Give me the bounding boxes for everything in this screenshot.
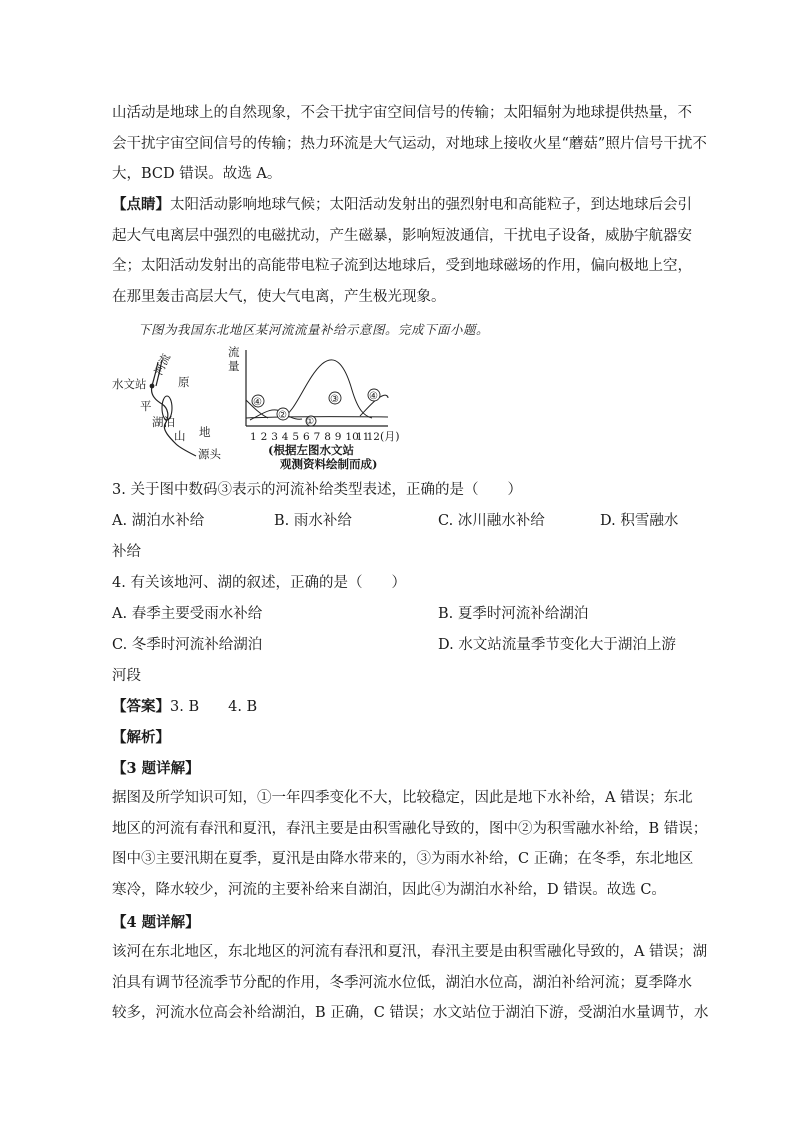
label-plain-2: 原 — [178, 375, 190, 389]
q3-detail-tag: 【3 题详解】 — [112, 760, 200, 777]
month-tick-label: 5 — [292, 431, 300, 443]
marker-2: ② — [278, 410, 287, 421]
text-line: 山活动是地球上的自然现象，不会干扰宇宙空间信号的传输；太阳辐射为地球提供热量，不 — [112, 105, 692, 121]
text-line: 太阳活动影响地球气候；太阳活动发射出的强烈射电和高能粒子，到达地球后会引 — [170, 197, 692, 213]
marker-3: ③ — [330, 394, 339, 405]
text-line: 起大气电离层中强烈的电磁扰动，产生磁暴，影响短波通信，干扰电子设备，威胁宇航器安 — [112, 227, 692, 244]
q3-detail-paragraph — [112, 783, 708, 905]
month-tick-label: 11 — [356, 431, 370, 443]
label-mountain: 山 — [174, 429, 186, 443]
text-line: 寒冷，降水较少，河流的主要补给来自湖泊，因此④为湖泊水补给，D 错误。故选 C。 — [112, 881, 666, 898]
answer-line — [112, 695, 257, 716]
label-station: 水文站 — [112, 377, 147, 391]
marker-1: ① — [306, 417, 315, 427]
river-supply-figure — [110, 338, 410, 473]
station-dot — [150, 384, 155, 389]
month-tick-label: 12 — [366, 431, 380, 443]
dianjing-paragraph — [112, 190, 692, 312]
text-line: 在那里轰击高层大气，使大气电离，产生极光现象。 — [112, 288, 446, 305]
text-line: 据图及所学知识可知，①一年四季变化不大，比较稳定，因此是地下水补给，A 错误；东北 — [112, 790, 693, 806]
text-line: 地区的河流有春汛和夏汛，春汛主要是由积雪融化导致的，图中②为积雪融水补给，B 错误； — [112, 820, 708, 837]
text-line: 图中③主要汛期在夏季，夏汛是由降水带来的，③为雨水补给，C 正确；在冬季，东北地区 — [112, 851, 694, 867]
analysis-tag: 【解析】 — [112, 729, 170, 746]
dianjing-tag: 【点睛】 — [112, 196, 170, 213]
q3-option-c: C. 冰川融水补给 — [438, 513, 545, 529]
month-tick-label: 10 — [345, 431, 359, 443]
label-plain-1: 平 — [140, 399, 152, 413]
chart-note-1: (根据左图水文站 — [268, 443, 354, 457]
question-3-stem: 3. 关于图中数码③表示的河流补给类型表述，正确的是（ ） — [112, 482, 522, 498]
month-tick-label: 8 — [324, 431, 331, 443]
label-source: 源头 — [198, 447, 221, 461]
label-land: 地 — [199, 425, 211, 439]
flow-chart — [228, 345, 400, 471]
q4-option-c: C. 冬季时河流补给湖泊 — [112, 637, 263, 653]
text-line: 全；太阳活动发射出的高能带电粒子流到达地球后，受到地球磁场的作用，偏向极地上空， — [112, 258, 692, 274]
q3-option-a: A. 湖泊水补给 — [112, 513, 205, 529]
month-ticks — [250, 431, 380, 443]
q4-detail-paragraph — [112, 937, 709, 1029]
x-unit: (月) — [380, 430, 400, 443]
month-tick-label: 3 — [271, 431, 278, 443]
month-tick-label: 2 — [260, 431, 268, 443]
curve-rain — [282, 360, 372, 418]
q3-option-d-cont: 补给 — [112, 544, 141, 560]
label-lake: 湖泊 — [152, 415, 175, 429]
q4-option-d: D. 水文站流量季节变化大于湖泊上游 — [438, 637, 676, 653]
top-paragraph — [112, 98, 707, 190]
question-4-stem: 4. 有关该地河、湖的叙述，正确的是（ ） — [112, 575, 406, 591]
text-line: 较多，河流水位高会补给湖泊，B 正确，C 错误；水文站位于湖泊下游，受湖泊水量调节，水 — [112, 1005, 709, 1021]
month-tick-label: 6 — [303, 431, 310, 443]
q4-detail-tag: 【4 题详解】 — [112, 914, 200, 931]
y-label-1: 流 — [228, 345, 240, 359]
text-line: 泊具有调节径流季节分配的作用，冬季河流水位低，湖泊水位高，湖泊补给河流；夏季降水 — [112, 974, 692, 991]
text-line: 该河在东北地区，东北地区的河流有春汛和夏汛，春汛主要是由积雪融化导致的，A 错误；湖 — [112, 944, 708, 960]
answer-text: 3. B 4. B — [170, 699, 258, 715]
q4-option-d-cont: 河段 — [112, 668, 141, 684]
text-line: 大，BCD 错误。故选 A。 — [112, 166, 282, 182]
text-line: 会干扰宇宙空间信号的传输；热力环流是大气运动，对地球上接收火星“蘑菇”照片信号干扰不 — [112, 135, 707, 152]
y-label-2: 量 — [228, 359, 240, 373]
figure-caption: 下图为我国东北地区某河流流量补给示意图。完成下面小题。 — [138, 322, 490, 337]
q4-option-a: A. 春季主要受雨水补给 — [112, 606, 263, 622]
month-tick-label: 4 — [281, 431, 289, 443]
month-tick-label: 1 — [250, 431, 257, 443]
label-river: 河流 — [151, 351, 174, 378]
month-tick-label: 7 — [313, 431, 321, 443]
marker-4-right: ④ — [369, 391, 378, 402]
q4-option-b: B. 夏季时河流补给湖泊 — [438, 606, 589, 622]
chart-note-2: 观测资料绘制而成) — [280, 457, 378, 471]
q3-option-b: B. 雨水补给 — [274, 513, 352, 529]
month-tick-label: 9 — [334, 431, 342, 443]
answer-tag: 【答案】 — [112, 698, 170, 715]
river-map — [112, 351, 221, 461]
q3-option-d: D. 积雪融水 — [600, 513, 679, 529]
marker-4-left: ④ — [253, 397, 262, 408]
